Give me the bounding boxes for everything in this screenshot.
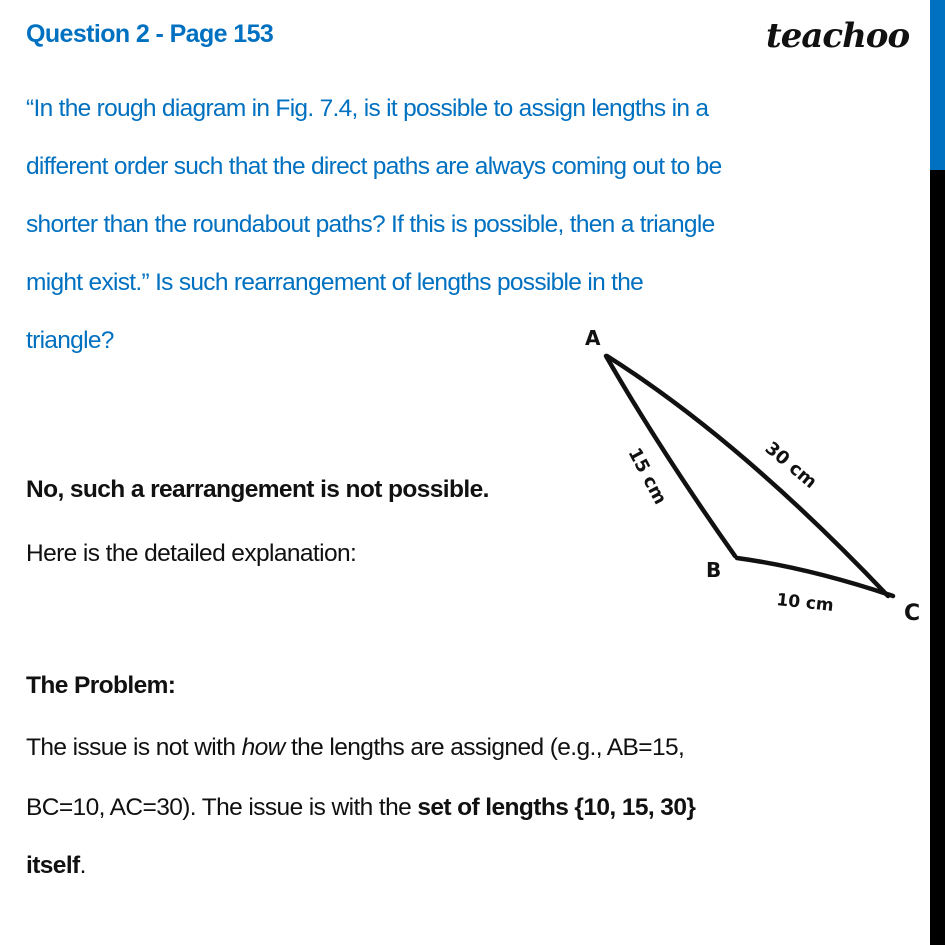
problem-heading: The Problem: bbox=[26, 672, 176, 699]
text-segment: . bbox=[79, 852, 86, 879]
text-segment: BC=10, AC=30). The issue is with the bbox=[26, 794, 418, 821]
emphasis-set-of-lengths: set of lengths {10, 15, 30} bbox=[417, 794, 696, 821]
question-line: triangle? bbox=[26, 327, 114, 354]
question-line: shorter than the roundabout paths? If this is possible, then a triangle bbox=[26, 211, 715, 238]
vertex-a-label: A bbox=[585, 326, 601, 350]
question-line: different order such that the direct paths are always coming out to be bbox=[26, 153, 722, 180]
question-line: “In the rough diagram in Fig. 7.4, is it possible to assign lengths in a bbox=[26, 95, 709, 122]
vertex-c-label: C bbox=[904, 601, 921, 626]
question-line: might exist.” Is such rearrangement of lengths possible in the bbox=[26, 269, 644, 296]
side-bc-label: 10 cm bbox=[775, 590, 835, 616]
emphasis-how: how bbox=[241, 734, 285, 761]
teachoo-logo: teachoo bbox=[766, 16, 910, 56]
explanation-intro: Here is the detailed explanation: bbox=[26, 540, 357, 567]
problem-paragraph-line-3 bbox=[26, 852, 86, 880]
text-segment: the lengths are assigned (e.g., AB=15, bbox=[284, 734, 685, 761]
page-title: Question 2 - Page 153 bbox=[26, 20, 274, 48]
answer-verdict: No, such a rearrangement is not possible. bbox=[26, 476, 489, 503]
side-bar-accent bbox=[930, 0, 945, 170]
vertex-b-label: B bbox=[706, 558, 722, 582]
side-ab-label: 15 cm bbox=[623, 444, 671, 508]
problem-paragraph-line-2 bbox=[26, 794, 695, 822]
triangle-diagram bbox=[580, 320, 930, 640]
side-bar-dark bbox=[930, 170, 945, 945]
emphasis-itself: itself bbox=[26, 852, 80, 879]
problem-paragraph-line-1 bbox=[26, 734, 684, 762]
side-ac-label: 30 cm bbox=[760, 437, 821, 493]
text-segment: The issue is not with bbox=[26, 734, 242, 761]
